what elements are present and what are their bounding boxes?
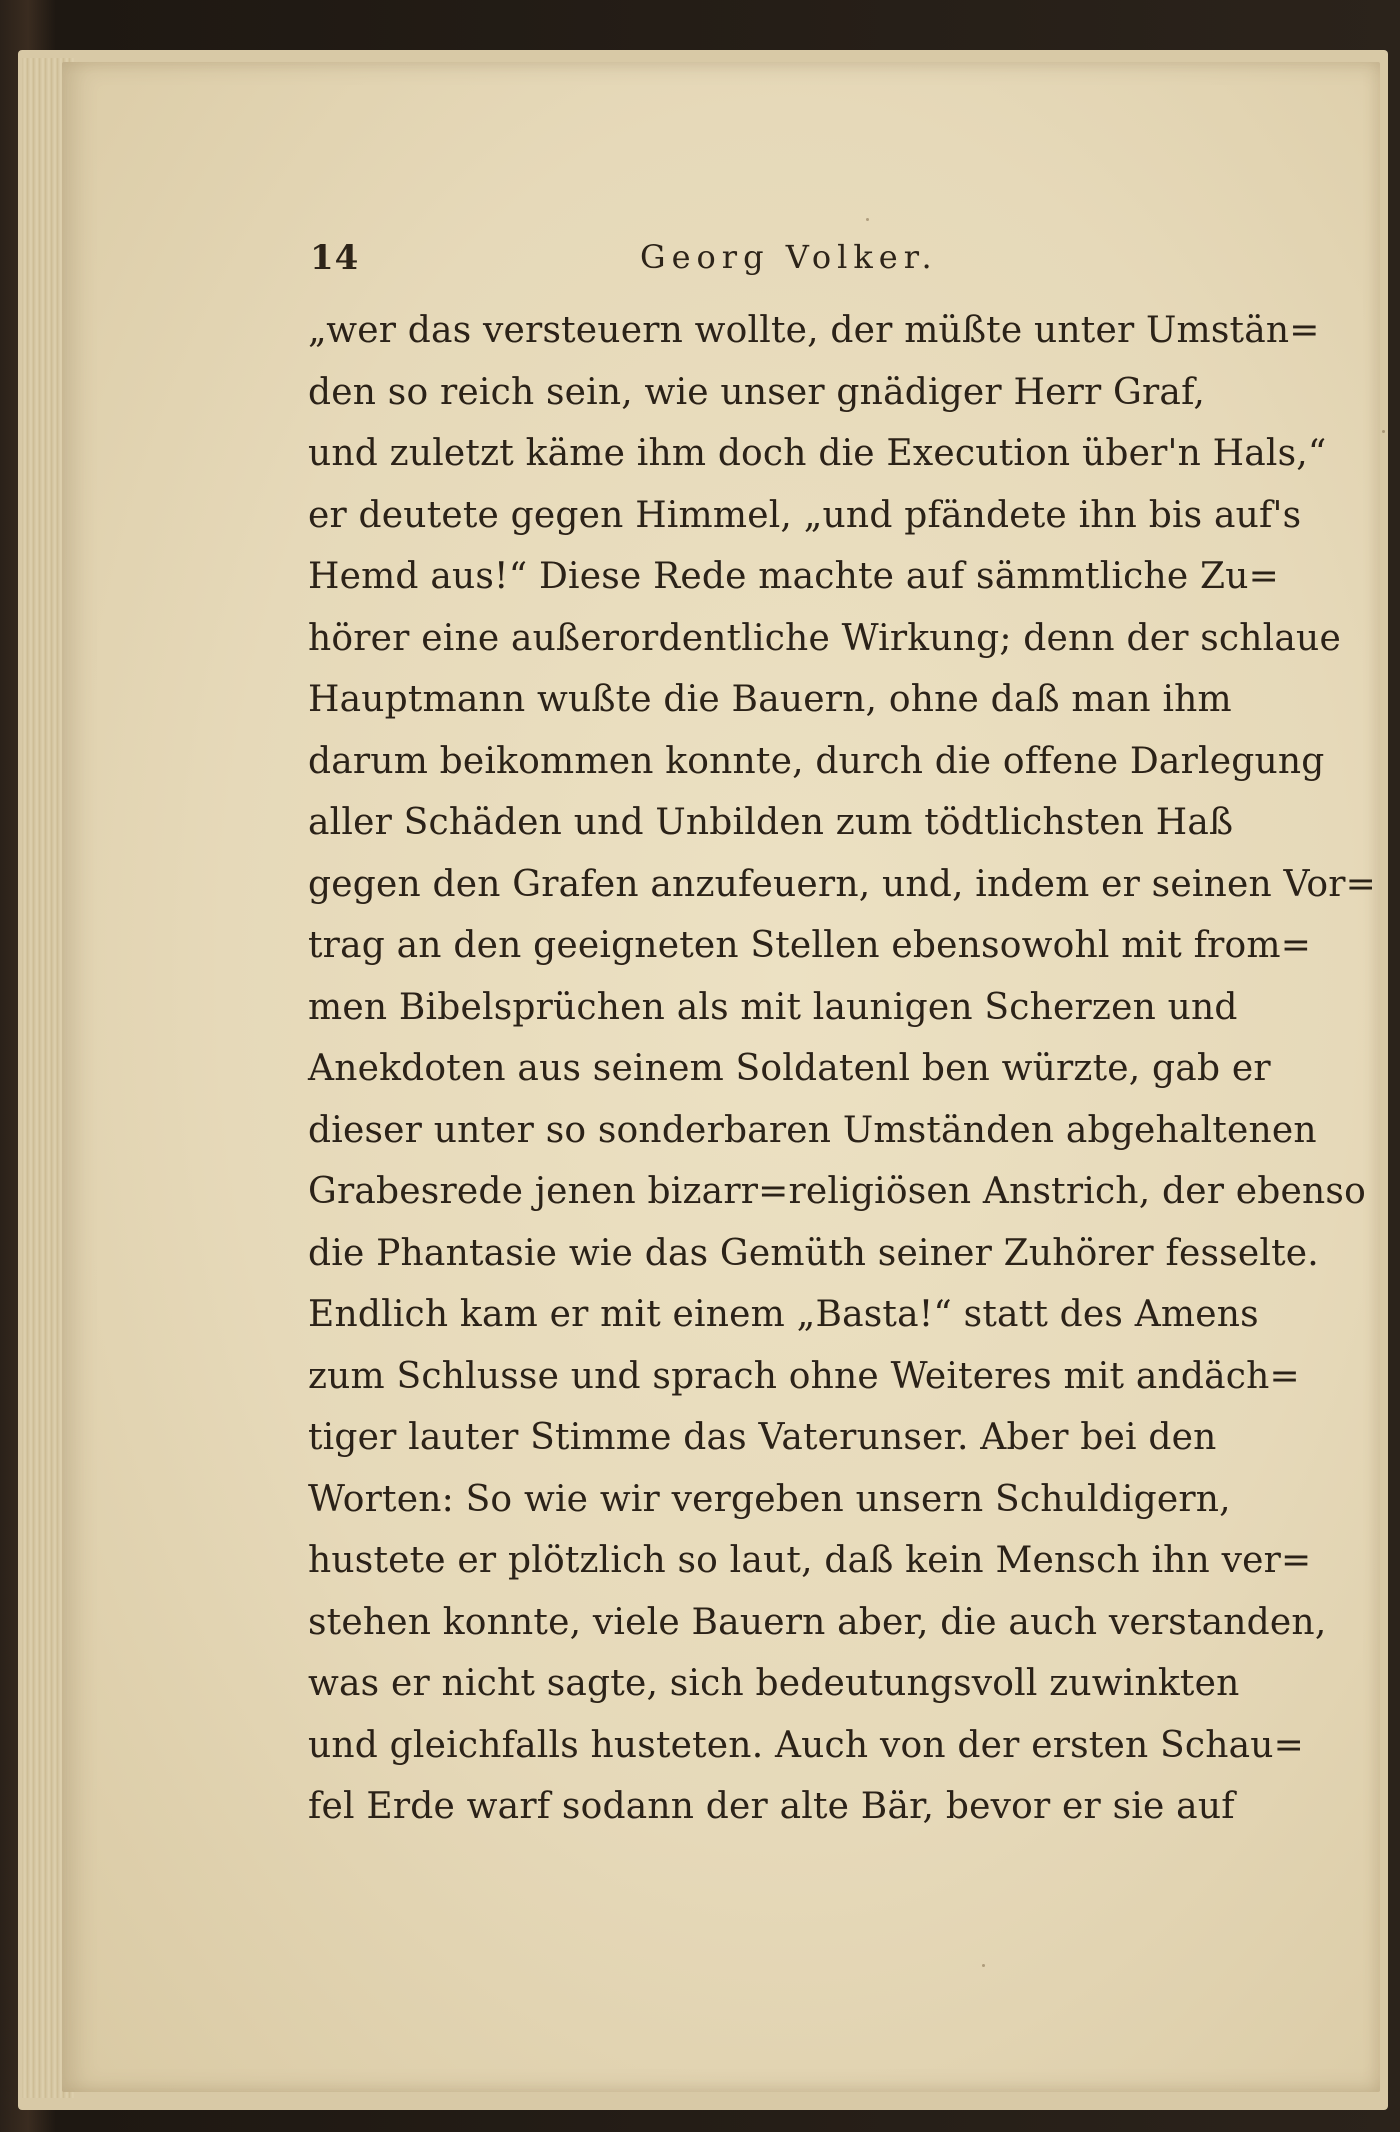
text-line: darum beikommen konnte, durch die offene Darlegung — [308, 740, 1325, 782]
paper-speck — [866, 218, 869, 221]
text-line: stehen konnte, viele Bauern aber, die auch verstanden, — [308, 1601, 1327, 1643]
text-line: fel Erde warf sodann der alte Bär, bevor er sie auf — [308, 1786, 1235, 1827]
text-line: hustete er plötzlich so laut, daß kein Mensch ihn ver= — [308, 1540, 1312, 1581]
text-line: Hemd aus!“ Diese Rede machte auf sämmtliche Zu= — [308, 556, 1280, 597]
text-line: „wer das versteuern wollte, der müßte unter Umstän= — [308, 310, 1320, 351]
text-line: Anekdoten aus seinem Soldatenl ben würzte, gab er — [308, 1048, 1271, 1089]
paper-speck — [982, 1964, 985, 1967]
text-line: aller Schäden und Unbilden zum tödtlichsten Haß — [308, 802, 1234, 843]
text-line: die Phantasie wie das Gemüth seiner Zuhörer fesselte. — [308, 1232, 1319, 1274]
text-line: Hauptmann wußte die Bauern, ohne daß man ihm — [308, 679, 1232, 720]
text-line: zum Schlusse und sprach ohne Weiteres mit andäch= — [308, 1355, 1300, 1397]
text-line: Worten: So wie wir vergeben unsern Schuldigern, — [308, 1478, 1231, 1520]
text-line: was er nicht sagte, sich bedeutungsvoll zuwinkten — [308, 1663, 1240, 1704]
text-line: hörer eine außerordentliche Wirkung; denn der schlaue — [308, 617, 1341, 659]
body-text — [308, 300, 1377, 1838]
text-line: Endlich kam er mit einem „Basta!“ statt des Amens — [308, 1294, 1259, 1335]
text-line: trag an den geeigneten Stellen ebensowohl mit from= — [308, 925, 1312, 966]
text-line: und gleichfalls husteten. Auch von der ersten Schau= — [308, 1724, 1305, 1766]
text-line: den so reich sein, wie unser gnädiger Herr Graf, — [308, 371, 1205, 413]
text-line: tiger lauter Stimme das Vaterunser. Aber bei den — [308, 1417, 1217, 1458]
text-line: gegen den Grafen anzufeuern, und, indem er seinen Vor= — [308, 863, 1377, 905]
text-line: und zuletzt käme ihm doch die Execution über'n Hals,“ — [308, 433, 1327, 474]
text-line: men Bibelsprüchen als mit launigen Scherzen und — [308, 986, 1238, 1028]
text-line: Grabesrede jenen bizarr=religiösen Anstrich, der ebenso — [308, 1171, 1366, 1212]
page-number: 14 — [310, 238, 360, 278]
paper-speck — [1382, 430, 1385, 433]
page-header — [310, 238, 1200, 280]
text-line: dieser unter so sonderbaren Umständen abgehaltenen — [308, 1109, 1317, 1151]
running-title: Georg Volker. — [640, 238, 938, 276]
text-line: er deutete gegen Himmel, „und pfändete ihn bis auf's — [308, 494, 1302, 536]
